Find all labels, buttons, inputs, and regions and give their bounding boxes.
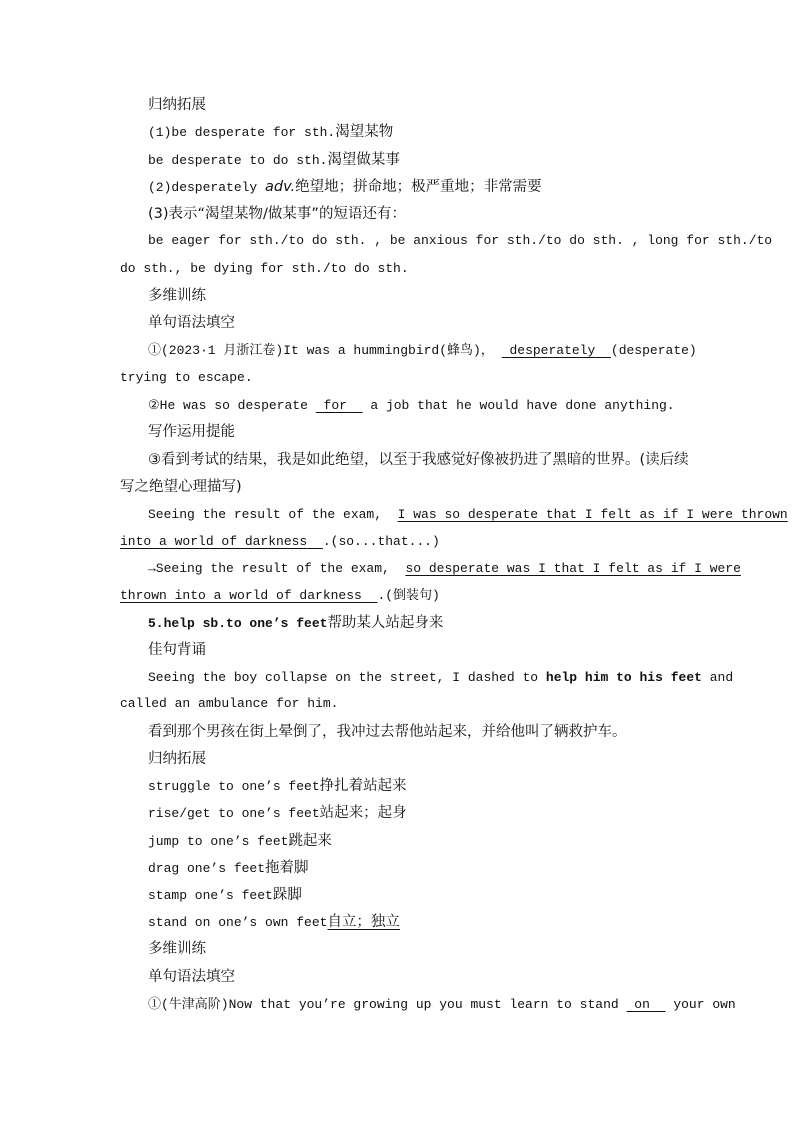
exercise-text: ②He was so desperate xyxy=(148,398,308,413)
writing-lead: Seeing the result of the exam, xyxy=(148,507,383,522)
phrase-chinese: 挣扎着站起来 xyxy=(319,778,407,794)
phrase-english: rise/get to one’s feet xyxy=(148,806,320,821)
example-text: and xyxy=(709,670,734,685)
subheading-grammar-fill: 单句语法填空 xyxy=(148,315,235,331)
subheading-grammar-fill: 单句语法填空 xyxy=(148,969,235,985)
phrase-chinese: 渴望某物 xyxy=(335,124,394,140)
phrase-line xyxy=(148,803,708,824)
phrase-line xyxy=(148,177,708,198)
phrase-line xyxy=(148,122,708,143)
example-highlight: help him to his feet xyxy=(545,670,702,685)
vocab-heading xyxy=(148,613,708,634)
exercise-text: a job that he would have done anything. xyxy=(370,398,675,413)
exercise-text: your own xyxy=(673,997,736,1012)
exercise-text: ①(2023·1 月浙江卷)It was a hummingbird(蜂鸟)， xyxy=(148,343,494,358)
writing-lead: →Seeing the result of the exam, xyxy=(148,561,390,576)
phrase-chinese: 绝望地；拼命地；极严重地；非常需要 xyxy=(295,179,542,195)
structure-hint: .(倒装句) xyxy=(377,588,440,603)
phrase-chinese: 跺脚 xyxy=(272,887,302,903)
phrase-english: drag one’s feet xyxy=(148,861,266,876)
answer-blank: into a world of darkness xyxy=(120,534,308,549)
answer-blank: for xyxy=(323,398,347,413)
phrase-line xyxy=(148,885,708,906)
example-sentence-cont: called an ambulance for him. xyxy=(120,696,339,711)
exercise-line xyxy=(148,340,708,361)
synonym-phrases-cont: do sth., be dying for sth./to do sth. xyxy=(120,261,409,276)
example-text: Seeing the boy collapse on the street, I dashed to xyxy=(148,670,539,685)
phrase-chinese: 拖着脚 xyxy=(265,860,309,876)
phrase-chinese: 渴望做某事 xyxy=(327,152,400,168)
structure-hint: .(so...that...) xyxy=(322,534,440,549)
writing-answer-line xyxy=(148,558,741,579)
phrase-english: stamp one’s feet xyxy=(148,888,273,903)
writing-answer-line xyxy=(120,531,680,552)
exercise-line xyxy=(148,994,736,1015)
writing-prompt: ③看到考试的结果，我是如此绝望，以至于我感觉好像被扔进了黑暗的世界。(读后续 xyxy=(148,452,689,468)
answer-blank: desperately xyxy=(509,343,596,358)
answer-blank: I was so desperate that I felt as if I were thrown xyxy=(397,507,788,522)
writing-prompt-cont: 写之绝望心理描写) xyxy=(120,479,242,495)
phrase-chinese: 自立；独立 xyxy=(327,914,400,930)
section-heading-practice: 多维训练 xyxy=(148,941,206,957)
phrase-line xyxy=(148,776,708,797)
phrase-line xyxy=(148,858,708,879)
exercise-line-cont: trying to escape. xyxy=(120,370,253,385)
phrase-chinese: 跳起来 xyxy=(288,833,332,849)
section-heading-summary: 归纳拓展 xyxy=(148,751,206,767)
answer-blank: thrown into a world of darkness xyxy=(120,588,362,603)
phrase-english: (1)be desperate for sth. xyxy=(148,125,336,140)
vocab-phrase: 5.help sb.to one’s feet xyxy=(148,616,328,631)
subheading-recite: 佳句背诵 xyxy=(148,642,206,658)
vocab-meaning: 帮助某人站起身来 xyxy=(327,615,444,631)
phrase-line xyxy=(148,150,708,171)
phrase-line xyxy=(148,912,708,933)
writing-answer-line xyxy=(148,504,788,525)
phrase-english: jump to one’s feet xyxy=(148,834,289,849)
phrase-chinese: 站起来；起身 xyxy=(319,805,407,821)
answer-blank: so desperate was I that I felt as if I were xyxy=(405,561,741,576)
subheading-writing: 写作运用提能 xyxy=(148,424,235,440)
example-translation: 看到那个男孩在街上晕倒了，我冲过去帮他站起来，并给他叫了辆救护车。 xyxy=(148,724,627,740)
phrase-english: struggle to one’s feet xyxy=(148,779,320,794)
phrase-english: stand on one’s own feet xyxy=(148,915,328,930)
phrase-line xyxy=(148,831,708,852)
synonym-phrases: be eager for sth./to do sth. , be anxious for sth./to do sth. , long for sth./to xyxy=(148,233,773,248)
exercise-hint: (desperate) xyxy=(610,343,697,358)
example-sentence xyxy=(148,667,734,688)
exercise-text: ①(牛津高阶)Now that you’re growing up you must learn to stand xyxy=(148,997,619,1012)
phrase-english: be desperate to do sth. xyxy=(148,153,328,168)
writing-answer-line xyxy=(120,585,680,606)
answer-blank: on xyxy=(634,997,650,1012)
note-line: (3)表示“渴望某物/做某事”的短语还有： xyxy=(148,206,406,222)
part-of-speech: adv. xyxy=(265,179,296,195)
phrase-english: (2)desperately xyxy=(148,180,266,195)
section-heading-summary: 归纳拓展 xyxy=(148,97,206,113)
section-heading-practice: 多维训练 xyxy=(148,288,206,304)
exercise-line xyxy=(148,395,708,416)
